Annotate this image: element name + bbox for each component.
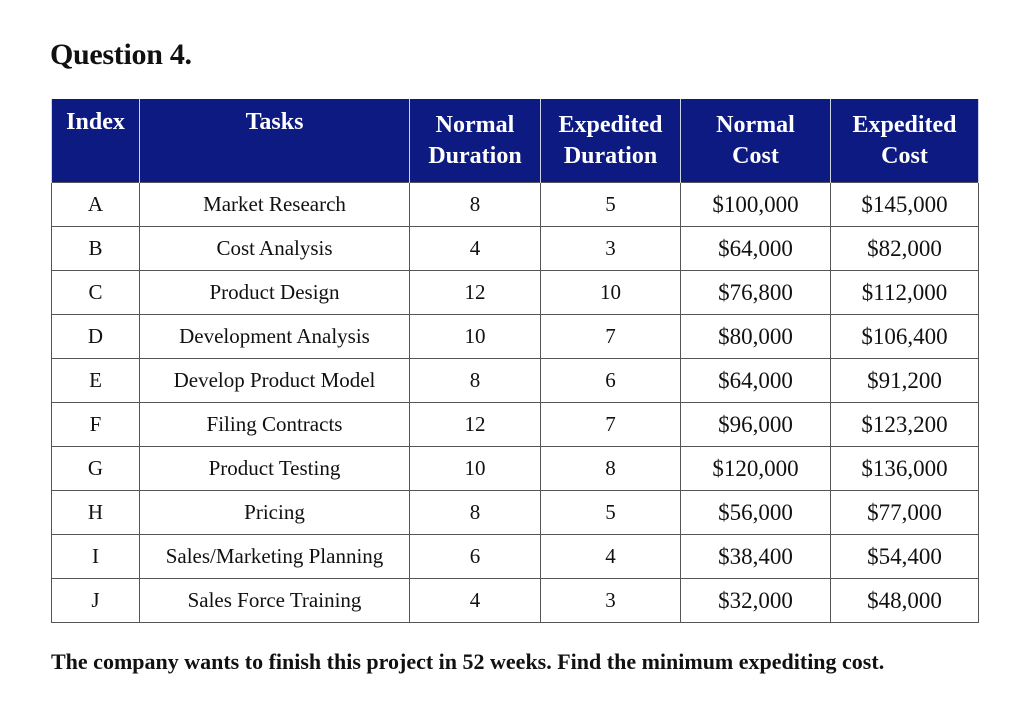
table-row [52, 359, 979, 403]
cell-task: Product Design [140, 271, 410, 315]
table-row [52, 447, 979, 491]
cell-task: Pricing [140, 491, 410, 535]
cell-expedited-cost: $112,000 [831, 271, 979, 315]
cell-index: H [52, 491, 140, 535]
cell-index: A [52, 183, 140, 227]
header-index: Index [52, 99, 140, 183]
cell-normal-cost: $80,000 [681, 315, 831, 359]
cell-index: F [52, 403, 140, 447]
cell-normal-duration: 4 [410, 579, 541, 623]
cell-expedited-duration: 4 [541, 535, 681, 579]
cell-task: Product Testing [140, 447, 410, 491]
header-expedited-duration [541, 99, 681, 183]
cell-task: Development Analysis [140, 315, 410, 359]
header-normal-cost-line-1: Normal [716, 111, 795, 138]
header-expedited-duration-line-1: Expedited [558, 111, 663, 138]
cell-normal-duration: 8 [410, 183, 541, 227]
table-row [52, 315, 979, 359]
table-row [52, 579, 979, 623]
cell-task: Cost Analysis [140, 227, 410, 271]
cell-expedited-cost: $106,400 [831, 315, 979, 359]
cell-normal-cost: $100,000 [681, 183, 831, 227]
task-table [51, 99, 979, 623]
table-row [52, 403, 979, 447]
cell-normal-cost: $96,000 [681, 403, 831, 447]
cell-expedited-duration: 8 [541, 447, 681, 491]
cell-expedited-duration: 7 [541, 315, 681, 359]
cell-task: Develop Product Model [140, 359, 410, 403]
cell-expedited-cost: $82,000 [831, 227, 979, 271]
header-expedited-cost-line-1: Expedited [852, 111, 957, 138]
cell-index: G [52, 447, 140, 491]
header-normal-duration-line-2: Duration [428, 142, 522, 169]
cell-expedited-duration: 10 [541, 271, 681, 315]
cell-task: Filing Contracts [140, 403, 410, 447]
header-expedited-cost [831, 99, 979, 183]
cell-expedited-duration: 3 [541, 579, 681, 623]
table-header [52, 99, 979, 183]
cell-normal-duration: 4 [410, 227, 541, 271]
cell-index: J [52, 579, 140, 623]
cell-normal-duration: 12 [410, 271, 541, 315]
cell-task: Sales/Marketing Planning [140, 535, 410, 579]
cell-normal-duration: 6 [410, 535, 541, 579]
table-row [52, 535, 979, 579]
cell-normal-cost: $120,000 [681, 447, 831, 491]
cell-normal-cost: $56,000 [681, 491, 831, 535]
cell-task: Market Research [140, 183, 410, 227]
cell-index: D [52, 315, 140, 359]
cell-expedited-cost: $54,400 [831, 535, 979, 579]
cell-expedited-cost: $145,000 [831, 183, 979, 227]
cell-normal-duration: 10 [410, 447, 541, 491]
cell-expedited-cost: $123,200 [831, 403, 979, 447]
cell-task: Sales Force Training [140, 579, 410, 623]
cell-expedited-duration: 7 [541, 403, 681, 447]
cell-normal-duration: 8 [410, 491, 541, 535]
cell-expedited-cost: $77,000 [831, 491, 979, 535]
table-row [52, 271, 979, 315]
cell-expedited-cost: $136,000 [831, 447, 979, 491]
cell-index: C [52, 271, 140, 315]
cell-normal-duration: 12 [410, 403, 541, 447]
cell-expedited-cost: $91,200 [831, 359, 979, 403]
cell-normal-cost: $38,400 [681, 535, 831, 579]
cell-expedited-cost: $48,000 [831, 579, 979, 623]
cell-expedited-duration: 6 [541, 359, 681, 403]
header-normal-duration [410, 99, 541, 183]
table-row [52, 491, 979, 535]
question-prompt: The company wants to finish this project in 52 weeks. Find the minimum expediting cost. [51, 649, 885, 674]
cell-normal-cost: $76,800 [681, 271, 831, 315]
cell-index: I [52, 535, 140, 579]
cell-normal-cost: $64,000 [681, 227, 831, 271]
header-expedited-cost-line-2: Cost [881, 142, 928, 169]
cell-index: E [52, 359, 140, 403]
cell-normal-duration: 10 [410, 315, 541, 359]
header-normal-cost-line-2: Cost [732, 142, 779, 169]
cell-normal-duration: 8 [410, 359, 541, 403]
header-normal-duration-line-1: Normal [435, 111, 515, 138]
header-normal-cost [681, 99, 831, 183]
header-tasks: Tasks [140, 99, 410, 183]
cell-index: B [52, 227, 140, 271]
cell-normal-cost: $64,000 [681, 359, 831, 403]
table-row [52, 227, 979, 271]
header-expedited-duration-line-2: Duration [563, 142, 658, 169]
header-row [52, 99, 979, 183]
question-title: Question 4. [50, 38, 192, 71]
table-row [52, 183, 979, 227]
table-body [52, 183, 979, 623]
cell-expedited-duration: 3 [541, 227, 681, 271]
cell-expedited-duration: 5 [541, 491, 681, 535]
cell-expedited-duration: 5 [541, 183, 681, 227]
cell-normal-cost: $32,000 [681, 579, 831, 623]
